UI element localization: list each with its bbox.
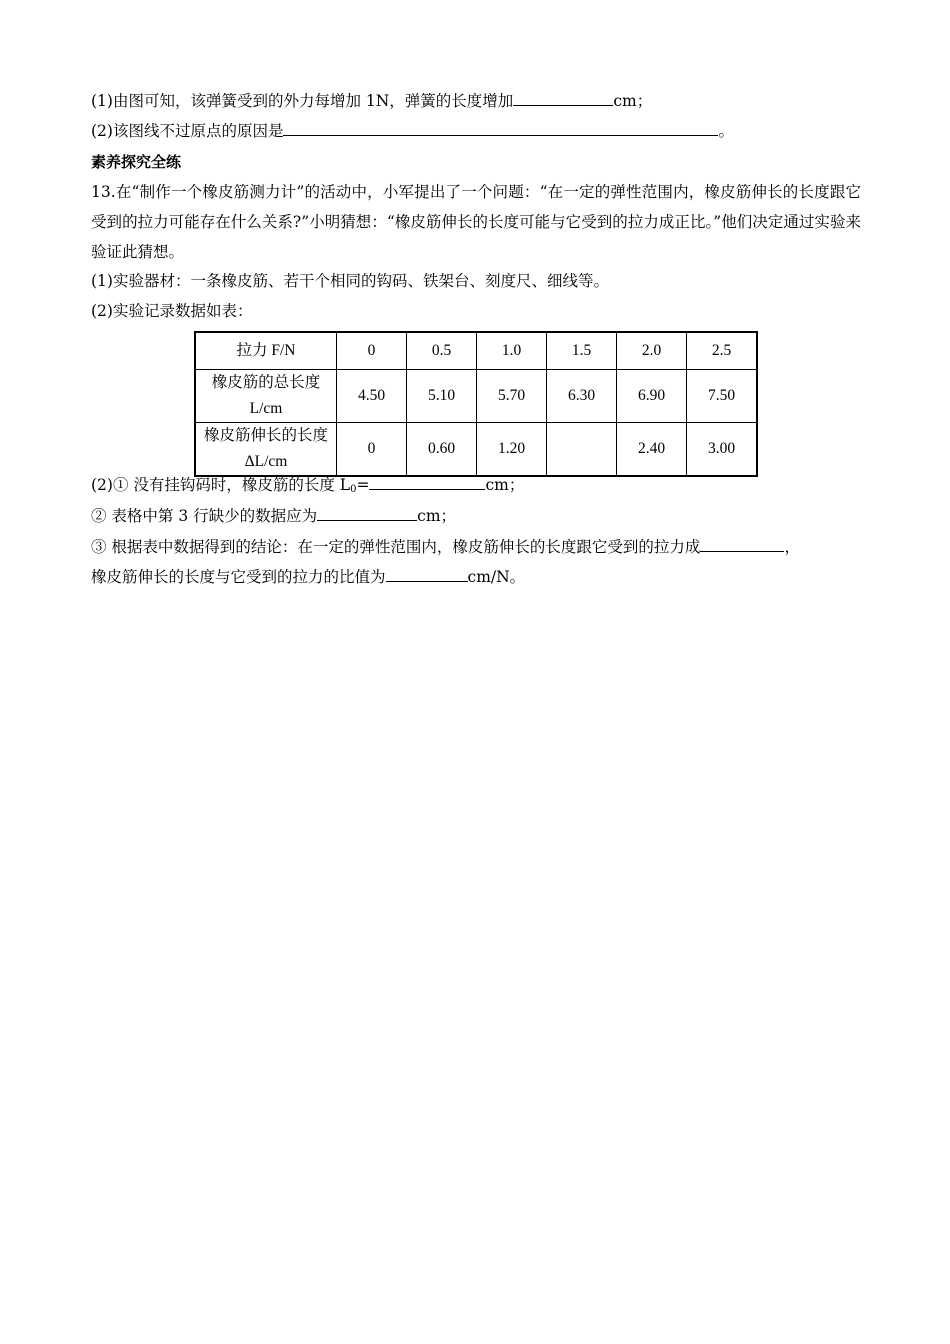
table-cell: 0 — [337, 423, 407, 477]
table-cell: 1.5 — [547, 332, 617, 370]
q13-sub1-suffix: cm； — [485, 476, 525, 494]
q13-record-label: (2)实验记录数据如表： — [91, 302, 253, 320]
q12-part2-blank[interactable] — [283, 121, 718, 136]
table-cell: 5.70 — [477, 370, 547, 423]
table-cell-missing[interactable] — [547, 423, 617, 477]
table-row — [195, 332, 757, 370]
q13-sub3-prefix: ③ 根据表中数据得到的结论：在一定的弹性范围内，橡皮筋伸长的长度跟它受到的拉力成 — [91, 538, 701, 556]
q13-sub2-blank[interactable] — [317, 506, 417, 521]
table-row-header — [195, 370, 337, 423]
table-row-header-line2: L/cm — [249, 400, 283, 417]
q13-sub3-line1 — [91, 537, 800, 557]
table-cell: 0.5 — [407, 332, 477, 370]
table-cell: 2.0 — [617, 332, 687, 370]
table-row-header-line1: 橡皮筋伸长的长度 — [203, 427, 328, 444]
q13-equipment: (1)实验器材：一条橡皮筋、若干个相同的钩码、铁架台、刻度尺、细线等。 — [91, 272, 609, 290]
table-cell: 6.90 — [617, 370, 687, 423]
q13-sub2-line — [91, 506, 456, 526]
q13-sub1-eq: = — [356, 476, 370, 494]
q13-sub2-prefix: ② 表格中第 3 行缺少的数据应为 — [91, 507, 318, 525]
q12-part1-suffix: cm； — [613, 92, 653, 110]
table-cell: 2.5 — [687, 332, 758, 370]
table-cell: 5.10 — [407, 370, 477, 423]
q12-part1-line — [91, 91, 652, 111]
table-cell: 0.60 — [407, 423, 477, 477]
q13-sub3-blank1[interactable] — [700, 537, 784, 552]
q13-sub1-prefix: (2)① 没有挂钩码时，橡皮筋的长度 L — [91, 476, 351, 494]
q13-sub1-subscript: 0 — [350, 484, 357, 495]
q12-part1-blank[interactable] — [513, 91, 613, 106]
table-row-header-line2: ΔL/cm — [244, 453, 288, 470]
table-cell: 7.50 — [687, 370, 758, 423]
table-cell: 2.40 — [617, 423, 687, 477]
table-cell: 0 — [337, 332, 407, 370]
q13-sub1-line — [91, 475, 524, 500]
q12-part2-prefix: (2)该图线不过原点的原因是 — [91, 122, 284, 140]
table-cell: 1.0 — [477, 332, 547, 370]
table-cell: 1.20 — [477, 423, 547, 477]
table-cell: 3.00 — [687, 423, 758, 477]
q12-part2-line — [91, 121, 734, 141]
data-table — [194, 331, 758, 477]
table-cell: 4.50 — [337, 370, 407, 423]
section-heading: 素养探究全练 — [91, 153, 182, 171]
q13-sub3-mid: ， — [784, 538, 800, 556]
q13-sub1-blank[interactable] — [369, 475, 485, 490]
table-row-header: 拉力 F/N — [195, 332, 337, 370]
table-row — [195, 370, 757, 423]
q13-intro: 13.在“制作一个橡皮筋测力计”的活动中，小军提出了一个问题：“在一定的弹性范围内，橡皮筋伸长的长度跟它受到的拉力可能存在什么关系?”小明猜想：“橡皮筋伸长的长度可能与它受到的拉力成正比。”他们决定通过实验来验证此猜想。 — [91, 183, 861, 261]
table-row-header-line1: 橡皮筋的总长度 — [211, 374, 321, 391]
q13-sub3-line2-prefix: 橡皮筋伸长的长度与它受到的拉力的比值为 — [91, 568, 386, 586]
table-cell: 6.30 — [547, 370, 617, 423]
q13-sub2-suffix: cm； — [417, 507, 457, 525]
q13-sub3-line2 — [91, 567, 525, 587]
q13-sub3-blank2[interactable] — [386, 567, 468, 582]
table-row-header — [195, 423, 337, 477]
q12-part2-suffix: 。 — [718, 122, 734, 140]
q13-sub3-line2-suffix: cm/N。 — [467, 568, 526, 586]
table-row — [195, 423, 757, 477]
q12-part1-prefix: (1)由图可知，该弹簧受到的外力每增加 1N，弹簧的长度增加 — [91, 92, 514, 110]
